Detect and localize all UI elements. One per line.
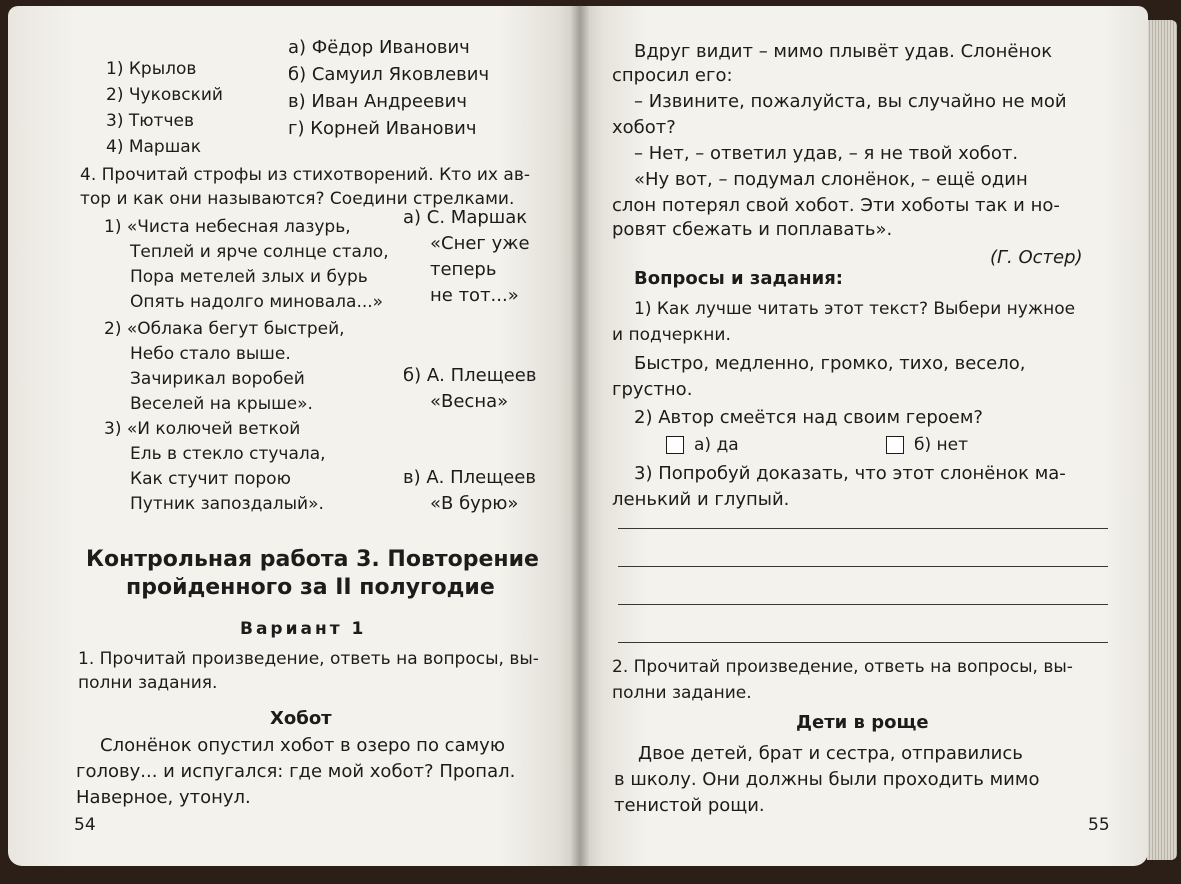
answer-line: не тот...» [430, 285, 519, 306]
answer-line: а) С. Маршак [403, 207, 528, 228]
poem-line: Опять надолго миновала...» [130, 292, 384, 312]
poem-line: Зачирикал воробей [130, 369, 305, 389]
right-page [580, 6, 1148, 866]
poem-line: Как стучит порою [130, 469, 291, 489]
answer-line: «Весна» [430, 391, 509, 412]
question-line: 2) Автор смеётся над своим героем? [634, 407, 983, 428]
poem-line: 2) «Облака бегут быстрей, [104, 319, 345, 339]
answer-line: б) А. Плещеев [403, 365, 537, 386]
story2-line: тенистой рощи. [614, 795, 765, 816]
variant-heading: Вариант 1 [240, 619, 367, 639]
poem-line: 1) «Чиста небесная лазурь, [104, 217, 351, 237]
question-line: и подчеркни. [612, 325, 731, 345]
story-title: Хобот [270, 708, 332, 729]
author-item: 4) Маршак [106, 137, 201, 157]
answer-line: в) А. Плещеев [403, 467, 536, 488]
story2-line: в школу. Они должны были проходить мимо [614, 769, 1040, 790]
story-line: ровят сбежать и поплавать». [612, 219, 893, 240]
option-no-label: б) нет [914, 435, 968, 455]
poem-line: Веселей на крыше». [130, 394, 313, 414]
story2-title: Дети в роще [796, 712, 929, 733]
page-stack-edge [1147, 20, 1177, 860]
checkbox-yes[interactable] [666, 436, 684, 454]
task1-line: полни задания. [78, 673, 218, 693]
story2-line: Двое детей, брат и сестра, отправились [638, 743, 1023, 764]
author-item: 1) Крылов [106, 59, 197, 79]
story-line: спросил его: [612, 65, 733, 86]
left-page [8, 6, 580, 866]
name-item: а) Фёдор Иванович [288, 37, 470, 58]
story-line: хобот? [612, 117, 676, 138]
poem-line: Путник запоздалый». [130, 494, 324, 514]
book-gutter [570, 6, 590, 866]
task4-line: тор и как они называются? Соедини стрелками. [80, 189, 515, 209]
answer-line-blank[interactable] [618, 528, 1108, 529]
checkbox-no[interactable] [886, 436, 904, 454]
poem-line: Небо стало выше. [130, 344, 291, 364]
story-line: Вдруг видит – мимо плывёт удав. Слонёнок [634, 41, 1053, 62]
task2-line: полни задание. [612, 683, 752, 703]
poem-line: Ель в стекло стучала, [130, 444, 326, 464]
task4-line: 4. Прочитай строфы из стихотворений. Кто их ав- [80, 165, 530, 185]
answer-line-blank[interactable] [618, 566, 1108, 567]
author-item: 3) Тютчев [106, 111, 194, 131]
story-line: – Извините, пожалуйста, вы случайно не мой [634, 91, 1067, 112]
task1-line: 1. Прочитай произведение, ответь на вопросы, вы- [78, 649, 539, 669]
questions-title: Вопросы и задания: [634, 268, 843, 289]
story-line: «Ну вот, – подумал слонёнок, – ещё один [634, 169, 1028, 190]
poem-line: 3) «И колючей веткой [104, 419, 301, 439]
question-line: 1) Как лучше читать этот текст? Выбери нужное [634, 299, 1076, 319]
story-line: – Нет, – ответил удав, – я не твой хобот. [634, 143, 1019, 164]
page-number: 55 [1088, 815, 1110, 835]
page-number: 54 [74, 815, 96, 835]
story-author: (Г. Остер) [990, 247, 1083, 268]
answer-line-blank[interactable] [618, 642, 1108, 643]
name-item: в) Иван Андреевич [288, 91, 467, 112]
option-yes-label: а) да [694, 435, 739, 455]
answer-line: «Снег уже [430, 233, 530, 254]
author-item: 2) Чуковский [106, 85, 223, 105]
section-title: Контрольная работа 3. Повторение [86, 547, 539, 572]
story-line: слон потерял свой хобот. Эти хоботы так и но- [612, 195, 1060, 216]
name-item: г) Корней Иванович [288, 118, 477, 139]
options-line: Быстро, медленно, громко, тихо, весело, [634, 353, 1026, 374]
story-line: Наверное, утонул. [76, 787, 251, 808]
question-line: 3) Попробуй доказать, что этот слонёнок ма- [634, 463, 1066, 484]
section-title: пройденного за II полугодие [126, 575, 495, 600]
answer-line: теперь [430, 259, 497, 280]
story-line: Слонёнок опустил хобот в озеро по самую [100, 735, 505, 756]
options-line: грустно. [612, 379, 693, 400]
name-item: б) Самуил Яковлевич [288, 64, 490, 85]
answer-line-blank[interactable] [618, 604, 1108, 605]
task2-line: 2. Прочитай произведение, ответь на вопросы, вы- [612, 657, 1073, 677]
story-line: голову... и испугался: где мой хобот? Пропал. [76, 761, 516, 782]
poem-line: Теплей и ярче солнце стало, [130, 242, 389, 262]
answer-line: «В бурю» [430, 493, 519, 514]
question-line: ленький и глупый. [612, 489, 790, 510]
poem-line: Пора метелей злых и бурь [130, 267, 368, 287]
